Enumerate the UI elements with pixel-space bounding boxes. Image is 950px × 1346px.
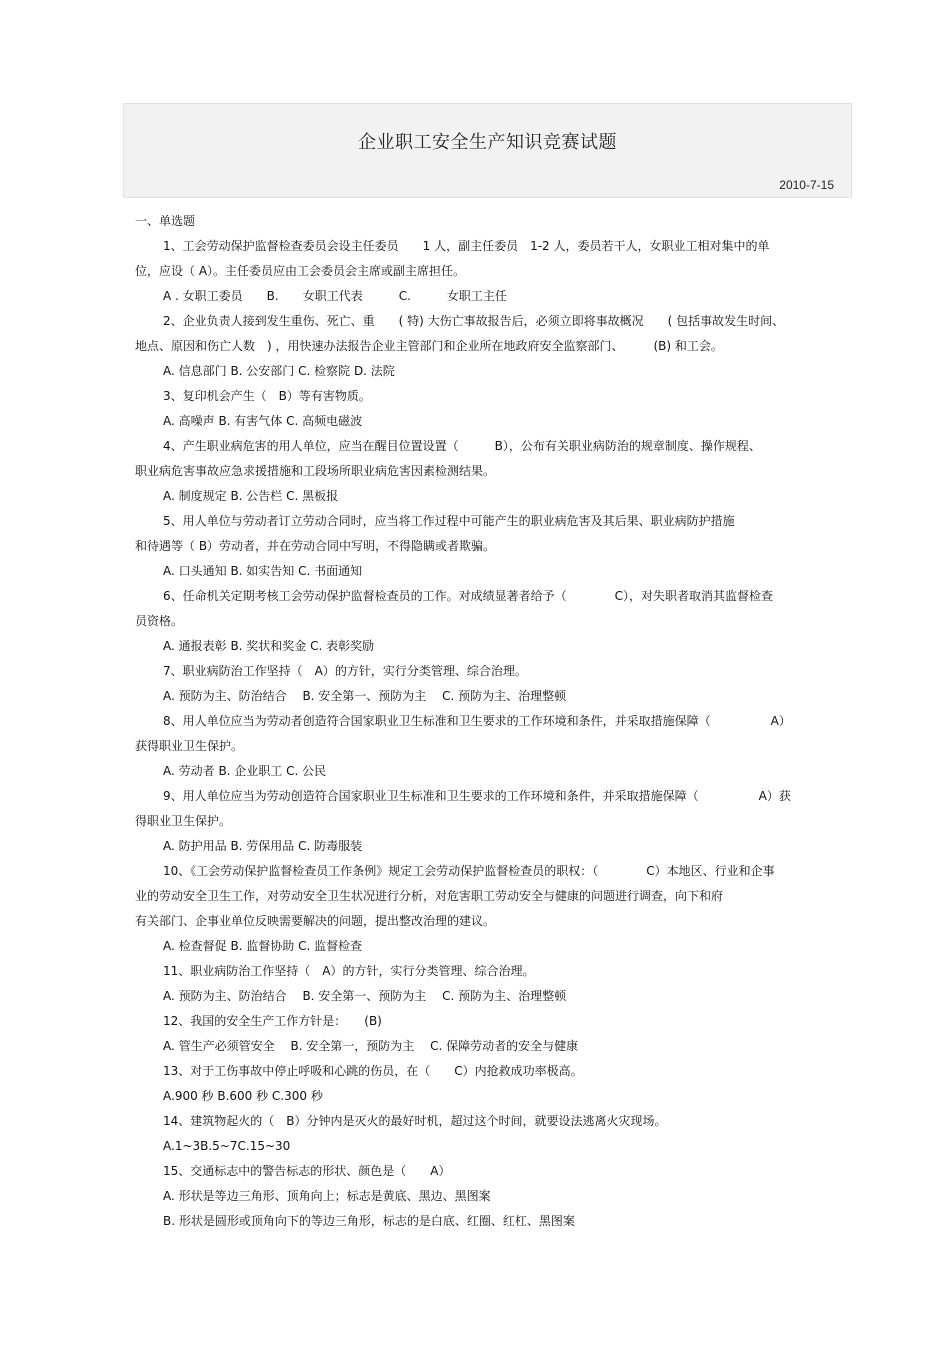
text-line: A. 口头通知 B. 如实告知 C. 书面通知 [163, 564, 363, 578]
text-line: 和待遇等（ B）劳动者，并在劳动合同中写明，不得隐瞒或者欺骗。 [135, 539, 496, 553]
text-line: A. 信息部门 B. 公安部门 C. 检察院 D. 法院 [163, 364, 395, 378]
text-line: A. 管生产必须管安全 B. 安全第一，预防为主 C. 保障劳动者的安全与健康 [163, 1039, 579, 1053]
text-line: 员资格。 [135, 614, 184, 628]
text-line: 8、用人单位应当为劳动者创造符合国家职业卫生标准和卫生要求的工作环境和条件，并采取措施保障（ A） [163, 714, 791, 728]
text-line: A. 检查督促 B. 监督协助 C. 监督检查 [163, 939, 363, 953]
text-line: A.1~3B.5~7C.15~30 [163, 1139, 291, 1153]
text-line: 6、任命机关定期考核工会劳动保护监督检查员的工作。对成绩显著者给予（ C），对失职者取消其监督检查 [163, 589, 774, 603]
text-line: 职业病危害事故应急求援措施和工段场所职业病危害因素检测结果。 [135, 464, 496, 478]
text-line: A. 预防为主、防治结合 B. 安全第一、预防为主 C. 预防为主、治理整顿 [163, 689, 567, 703]
text-line: B. 形状是圆形或顶角向下的等边三角形，标志的是白底、红圈、红杠、黑图案 [163, 1214, 575, 1228]
text-line: 2、企业负责人接到发生重伤、死亡、重 ( 特) 大伤亡事故报告后，必须立即将事故概况 ( 包括事故发生时间、 [163, 314, 785, 328]
text-line: 获得职业卫生保护。 [135, 739, 244, 753]
text-line: 地点、原因和伤亡人数 ) ，用快速办法报告企业主管部门和企业所在地政府安全监察部门、 (B) 和工会。 [135, 339, 723, 353]
text-line: 11、职业病防治工作坚持（ A）的方针，实行分类管理、综合治理。 [163, 964, 535, 978]
text-line: A . 女职工委员 B. 女职工代表 C. 女职工主任 [163, 289, 507, 303]
text-line: A. 防护用品 B. 劳保用品 C. 防毒服装 [163, 839, 363, 853]
text-line: 位，应设（ A）。主任委员应由工会委员会主席或副主席担任。 [135, 264, 466, 278]
text-line: A. 预防为主、防治结合 B. 安全第一、预防为主 C. 预防为主、治理整顿 [163, 989, 567, 1003]
text-line: 9、用人单位应当为劳动创造符合国家职业卫生标准和卫生要求的工作环境和条件，并采取措施保障（ A）获 [163, 789, 791, 803]
document-date: 2010-7-15 [779, 178, 834, 192]
text-line: 得职业卫生保护。 [135, 814, 232, 828]
text-line: 5、用人单位与劳动者订立劳动合同时，应当将工作过程中可能产生的职业病危害及其后果、职业病防护措施 [163, 514, 735, 528]
page-title: 企业职工安全生产知识竞赛试题 [358, 132, 617, 153]
text-line: 15、交通标志中的警告标志的形状、颜色是（ A） [163, 1164, 451, 1178]
text-line: 3、复印机会产生（ B）等有害物质。 [163, 389, 371, 403]
text-line: A. 高噪声 B. 有害气体 C. 高频电磁波 [163, 414, 363, 428]
question-list [135, 211, 840, 1236]
text-line: A. 制度规定 B. 公告栏 C. 黑板报 [163, 489, 339, 503]
text-line: 有关部门、企事业单位反映需要解决的问题，提出整改治理的建议。 [135, 914, 496, 928]
text-line: 4、产生职业病危害的用人单位，应当在醒目位置设置（ B），公布有关职业病防治的规章制度、操作规程、 [163, 439, 761, 453]
text-line: 7、职业病防治工作坚持（ A）的方针，实行分类管理、综合治理。 [163, 664, 527, 678]
text-line: A. 通报表彰 B. 奖状和奖金 C. 表彰奖励 [163, 639, 375, 653]
text-line: 一、单选题 [135, 214, 196, 228]
text-line: 1、工会劳动保护监督检查委员会设主任委员 1 人，副主任委员 1-2 人，委员若干人，女职业工相对集中的单 [163, 239, 770, 253]
text-line: A.900 秒 B.600 秒 C.300 秒 [163, 1089, 323, 1103]
text-line: 12、我国的安全生产工作方针是： (B) [163, 1014, 382, 1028]
text-line: A. 形状是等边三角形、顶角向上；标志是黄底、黑边、黑图案 [163, 1189, 491, 1203]
title-header-box [123, 103, 852, 198]
text-line: 13、对于工伤事故中停止呼吸和心跳的伤员，在（ C）内抢救成功率极高。 [163, 1064, 583, 1078]
text-line: 14、建筑物起火的（ B）分钟内是灭火的最好时机，超过这个时间，就要设法逃离火灾现场。 [163, 1114, 667, 1128]
text-line: A. 劳动者 B. 企业职工 C. 公民 [163, 764, 327, 778]
text-line: 业的劳动安全卫生工作，对劳动安全卫生状况进行分析，对危害职工劳动安全与健康的问题进行调查，向下和府 [135, 889, 724, 903]
text-line: 10、《工会劳动保护监督检查员工作条例》规定工会劳动保护监督检查员的职权：（ C）本地区、行业和企事 [163, 864, 775, 878]
